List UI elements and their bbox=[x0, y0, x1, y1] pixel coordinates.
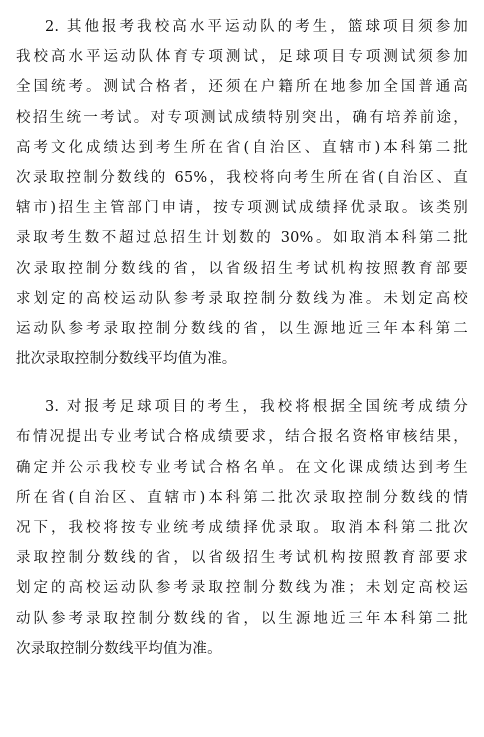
paragraph-line: 运动队参考录取控制分数线的省，以生源地近三年本科第二 bbox=[16, 320, 468, 337]
paragraph-line: 次录取控制分数线的省，以省级招生考试机构按照教育部要 bbox=[16, 260, 468, 277]
paragraph-line: 次录取控制分数线平均值为准。 bbox=[16, 640, 222, 657]
paragraph-line: 布情况提出专业考试合格成绩要求，结合报名资格审核结果， bbox=[16, 429, 468, 446]
paragraph-line: 批次录取控制分数线平均值为准。 bbox=[16, 351, 237, 368]
paragraph-line: 校招生统一考试。对专项测试成绩特别突出，确有培养前途， bbox=[16, 109, 468, 126]
paragraph-line: 况下，我校将按专业统考成绩择优录取。取消本科第二批次 bbox=[16, 520, 468, 536]
paragraph-line: 录取控制分数线的省，以省级招生考试机构按照教育部要求 bbox=[16, 550, 468, 567]
paragraph-line: 划定的高校运动队参考录取控制分数线为准；未划定高校运 bbox=[16, 580, 468, 597]
paragraph-line: 我校高水平运动队体育专项测试，足球项目专项测试须参加 bbox=[16, 49, 468, 66]
paragraph-line: 全国统考。测试合格者，还须在户籍所在地参加全国普通高 bbox=[16, 79, 468, 96]
paragraph-item-2 bbox=[16, 12, 468, 374]
paragraph-line: 录取考生数不超过总招生计划数的 30%。如取消本科第二批 bbox=[16, 230, 468, 247]
paragraph-line: 求划定的高校运动队参考录取控制分数线为准。未划定高校 bbox=[16, 290, 468, 307]
paragraph-line: 2. 其他报考我校高水平运动队的考生，篮球项目须参加 bbox=[45, 19, 468, 35]
paragraph-line: 动队参考录取控制分数线的省，以生源地近三年本科第二批 bbox=[16, 610, 468, 627]
paragraph-line: 次录取控制分数线的 65%，我校将向考生所在省(自治区、直 bbox=[16, 169, 468, 186]
paragraph-line: 确定并公示我校专业考试合格名单。在文化课成绩达到考生 bbox=[16, 459, 468, 476]
paragraph-line: 高考文化成绩达到考生所在省(自治区、直辖市)本科第二批 bbox=[16, 139, 468, 156]
paragraph-line: 辖市)招生主管部门申请，按专项测试成绩择优录取。该类别 bbox=[16, 200, 468, 217]
paragraph-item-3 bbox=[16, 392, 468, 664]
paragraph-line: 所在省(自治区、直辖市)本科第二批次录取控制分数线的情 bbox=[16, 489, 468, 506]
paragraph-line: 3. 对报考足球项目的考生，我校将根据全国统考成绩分 bbox=[45, 399, 468, 416]
